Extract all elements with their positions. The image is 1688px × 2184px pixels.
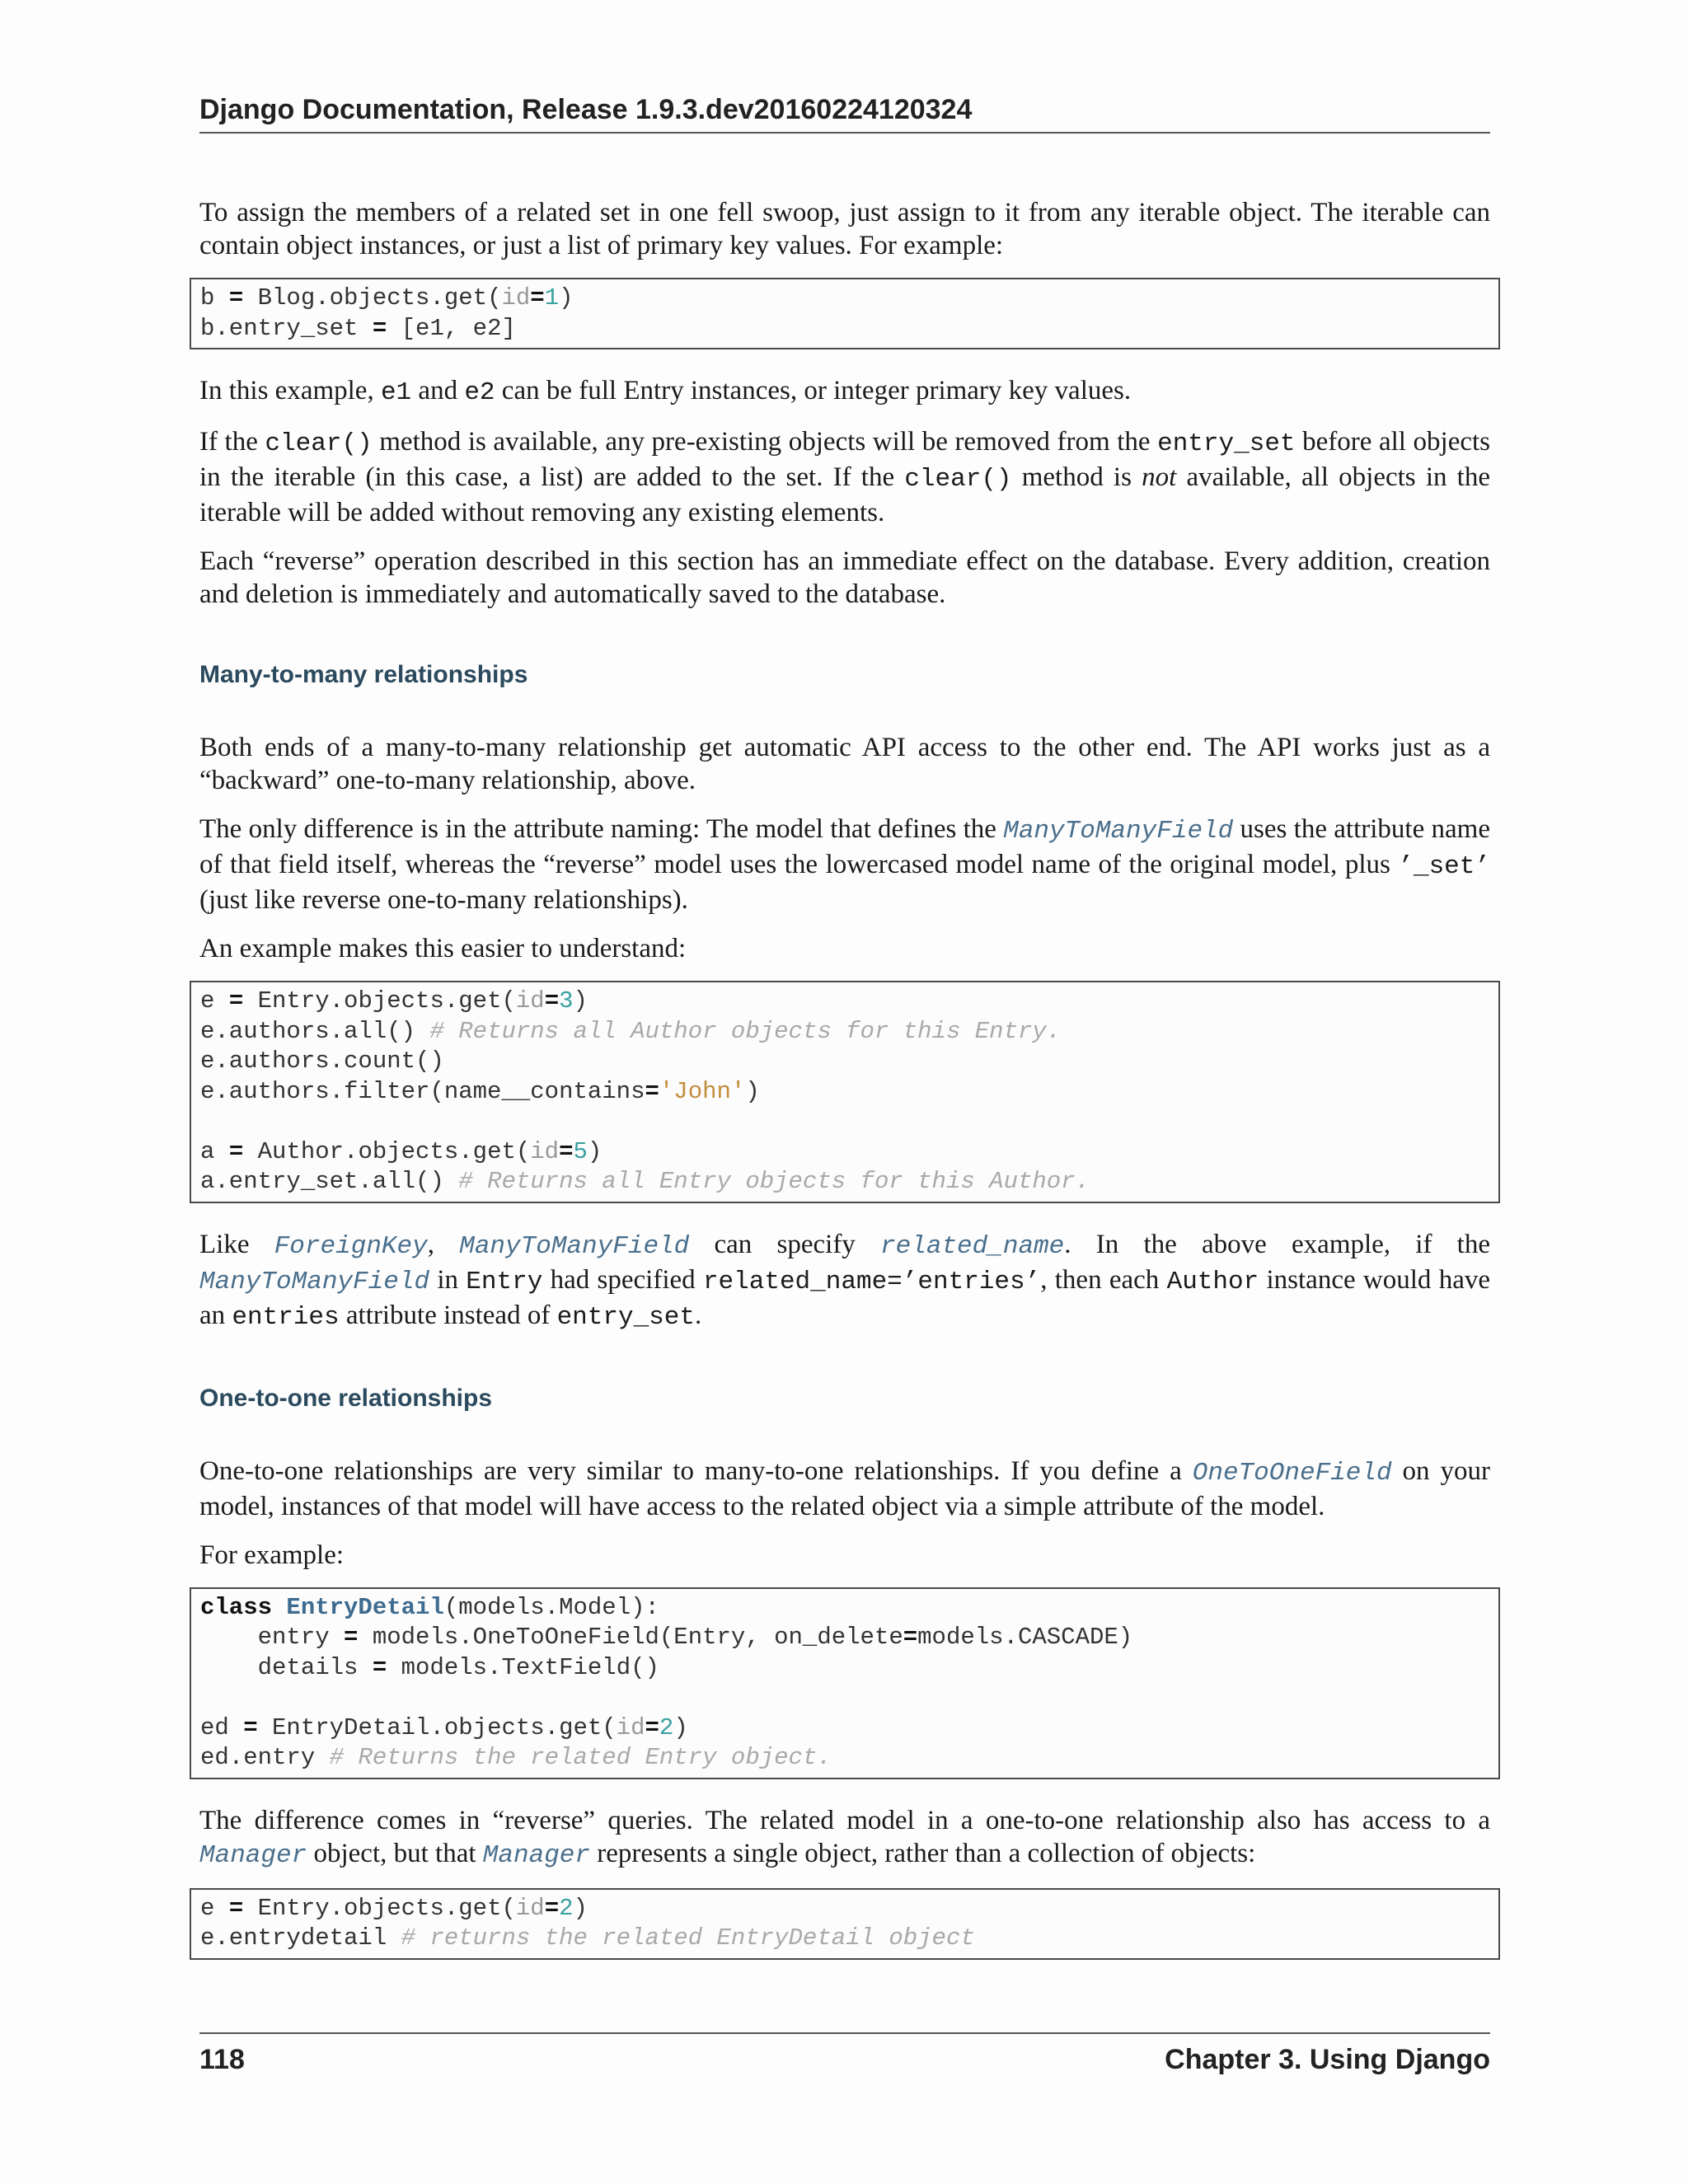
link-manager[interactable]: Manager <box>482 1840 591 1870</box>
code-line-blank <box>200 1107 1489 1137</box>
inline-code: entry_set <box>1157 429 1296 458</box>
code-line: details = models.TextField() <box>200 1653 659 1681</box>
paragraph-o2o-intro: One-to-one relationships are very similar to many-to-one relationships. If you define a OneToOneField on your model, instances of that model will have access to the related object via a simple attribute of the model. <box>199 1455 1491 1521</box>
code-line: e.authors.count() <box>200 1047 444 1075</box>
inline-code: e1 <box>380 378 412 407</box>
code-class-name: EntryDetail <box>286 1593 444 1621</box>
inline-code: related_name=’entries’ <box>702 1267 1041 1296</box>
inline-code: clear() <box>904 465 1012 494</box>
code-block-entry-detail <box>190 1587 1500 1779</box>
paragraph-reverse-queries: The difference comes in “reverse” queries. The related model in a one-to-one relationship also has access to a Manager object, but that Manager represents a single object, rather than a collection of objects: <box>199 1805 1490 1870</box>
inline-code: entry_set <box>556 1302 695 1332</box>
code-line: a = Author.objects.get(id=5) <box>200 1137 603 1165</box>
code-block-m2m-example <box>190 981 1500 1203</box>
paragraph-m2m-naming: The only difference is in the attribute naming: The model that defines the ManyToManyField uses the attribute name of that field itself, whereas the “reverse” model uses the lowercased model name of the original model, plus ’_set’ (just like reverse one-to-many relationships). <box>199 814 1490 915</box>
code-string: 'John' <box>659 1077 746 1105</box>
link-manytomanyfield[interactable]: ManyToManyField <box>459 1231 690 1261</box>
code-comment: # returns the related EntryDetail object <box>401 1924 975 1952</box>
paragraph-clear-method: If the clear() method is available, any pre-existing objects will be removed from the entry_set before all objects in the iterable (in this case, a list) are added to the set. If the clear() method is not available, all objects in the iterable will be added without removing any existing elements. <box>199 427 1490 527</box>
link-related-name[interactable]: related_name <box>880 1231 1065 1261</box>
code-line: e.entrydetail # returns the related EntryDetail object <box>200 1924 975 1952</box>
inline-code: e2 <box>464 378 495 407</box>
paragraph-related-name: Like ForeignKey, ManyToManyField can specify related_name. In the above example, if the ManyToManyField in Entry had specified related_name=’entries’, then each Author instance would have an entries attribute instead of entry_set. <box>199 1229 1490 1332</box>
code-block-entrydetail-reverse <box>190 1888 1500 1960</box>
paragraph-example-intro: An example makes this easier to understand: <box>199 934 687 963</box>
inline-code: Author <box>1166 1267 1259 1296</box>
link-manager[interactable]: Manager <box>199 1840 307 1870</box>
inline-code: ’_set’ <box>1398 852 1490 881</box>
code-line: e.authors.filter(name__contains='John') <box>200 1077 760 1105</box>
code-line-blank <box>200 1683 1489 1713</box>
running-header: Django Documentation, Release 1.9.3.dev20160224120324 <box>199 92 1490 134</box>
code-comment: # Returns all Author objects for this Entry. <box>429 1017 1062 1045</box>
link-onetoonefield[interactable]: OneToOneField <box>1192 1458 1392 1488</box>
inline-code: clear() <box>265 429 373 458</box>
code-keyword: class <box>200 1593 273 1621</box>
link-manytomanyfield[interactable]: ManyToManyField <box>1003 817 1234 846</box>
code-line: a.entry_set.all() # Returns all Entry objects for this Author. <box>200 1168 1090 1195</box>
code-line: ed = EntryDetail.objects.get(id=2) <box>200 1713 688 1741</box>
page-body <box>199 196 1490 1985</box>
running-footer <box>199 2032 1490 2077</box>
link-foreignkey[interactable]: ForeignKey <box>274 1231 428 1261</box>
code-line: e = Entry.objects.get(id=3) <box>200 987 588 1015</box>
paragraph-example-e1-e2: In this example, e1 and e2 can be full Entry instances, or integer primary key values. <box>199 376 1132 407</box>
page-number: 118 <box>199 2044 245 2075</box>
code-line: class EntryDetail(models.Model): <box>200 1593 659 1621</box>
paragraph-for-example: For example: <box>199 1540 345 1570</box>
emphasis: not <box>1142 462 1177 492</box>
paragraph-m2m-intro: Both ends of a many-to-many relationship get automatic API access to the other end. The API works just as a “backward” one-to-many relationship, above. <box>199 733 1490 795</box>
code-line: b = Blog.objects.get(id=1) <box>200 284 574 312</box>
paragraph-reverse-immediate: Each “reverse” operation described in this section has an immediate effect on the database. Every addition, creation and deletion is immediately and automatically saved to the database. <box>199 546 1490 609</box>
code-line: entry = models.OneToOneField(Entry, on_delete=models.CASCADE) <box>200 1624 1133 1651</box>
section-heading-many-to-many: Many-to-many relationships <box>199 661 528 688</box>
code-comment: # Returns the related Entry object. <box>329 1744 832 1771</box>
section-heading-one-to-one: One-to-one relationships <box>199 1384 493 1412</box>
paragraph-assign-related-set: To assign the members of a related set in one fell swoop, just assign to it from any iterable object. The iterable can contain object instances, or just a list of primary key values. For example: <box>199 198 1490 260</box>
code-block-assign-set <box>190 278 1500 349</box>
link-manytomanyfield[interactable]: ManyToManyField <box>199 1267 430 1296</box>
code-line: ed.entry # Returns the related Entry object. <box>200 1744 832 1771</box>
code-comment: # Returns all Entry objects for this Author. <box>458 1168 1090 1195</box>
code-line: e.authors.all() # Returns all Author objects for this Entry. <box>200 1017 1062 1045</box>
code-line: b.entry_set = [e1, e2] <box>200 314 516 342</box>
chapter-title: Chapter 3. Using Django <box>1165 2044 1490 2075</box>
inline-code: entries <box>232 1302 340 1332</box>
code-line: e = Entry.objects.get(id=2) <box>200 1894 588 1922</box>
inline-code: Entry <box>466 1267 543 1296</box>
